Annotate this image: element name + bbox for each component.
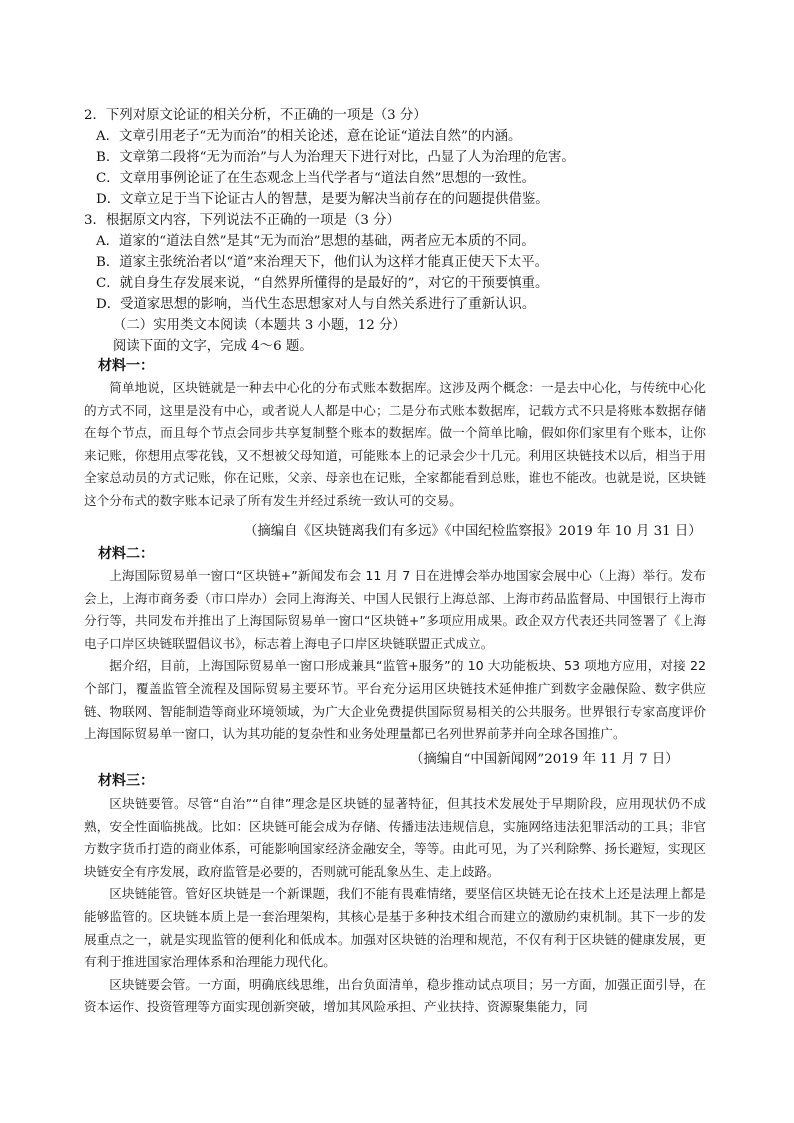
material-1-source: （摘编自《区块链离我们有多远》《中国纪检监察报》2019 年 10 月 31 日）	[244, 524, 702, 539]
question-2-option-a: A．文章引用老子“无为而治”的相关论述，意在论证“道法自然”的内涵。	[96, 129, 522, 144]
section-title: （二）实用类文本阅读（本题共 3 小题，12 分）	[113, 318, 406, 333]
material-2-paragraph: 上海国际贸易单一窗口“区块链+”新闻发布会 11 月 7 日在进博会举办地国家会展中心（上海）举行。发布会上，上海市商务委（市口岸办）会同上海海关、中国人民银行上海总部、上海市药品监督局、中国银行上海市分行等，共同发布并推出了上海国际贸易单一窗口“区块链+”多项应用成果。政企双方代表还共同签署了《上海电子口岸区块链联盟倡议书》，标志着上海电子口岸区块链联盟正式成立。	[84, 568, 706, 651]
question-2-stem: 2．下列对原文论证的相关分析，不正确的一项是（3 分）	[84, 108, 427, 123]
material-2-source: （摘编自“中国新闻网”2019 年 11 月 7 日）	[410, 752, 679, 767]
question-3-stem: 3．根据原文内容，下列说法不正确的一项是（3 分）	[84, 213, 400, 228]
material-3-body	[84, 793, 706, 1019]
question-3-option-a: A．道家的“道法自然”是其“无为而治”思想的基础，两者应无本质的不同。	[96, 234, 535, 249]
material-3-paragraph: 区块链要管。尽管“自治”“自律”理念是区块链的显著特征，但其技术发展处于早期阶段，应用现状仍不成熟，安全性面临挑战。比如：区块链可能会成为存储、传播违法违规信息，实施网络违法犯罪活动的工具；非官方数字货币打造的商业体系，可能影响国家经济金融安全，等等。由此可见，为了兴利除弊、扬长避短，实现区块链安全有序发展，政府监管是必要的，否则就可能乱象丛生、走上歧路。	[84, 796, 706, 879]
question-2-option-c: C．文章用事例论证了在生态观念上当代学者与“道法自然”思想的一致性。	[96, 171, 536, 186]
question-3-option-d: D．受道家思想的影响，当代生态思想家对人与自然关系进行了重新认识。	[96, 297, 536, 312]
material-2-paragraph: 据介绍，目前，上海国际贸易单一窗口形成兼具“监管+服务”的 10 大功能板块、53 项地方应用，对接 22 个部门，覆盖监管全流程及国际贸易主要环节。平台充分运用区块链技术延伸推广到数字金融保险、数字供应链、物联网、智能制造等商业环境领域，为广大企业免费提供国际贸易相关的公共服务。世界银行专家高度评价上海国际贸易单一窗口，认为其功能的复杂性和业务处理量都已名列世界前茅并向全球各国推广。	[84, 658, 706, 742]
material-1-paragraph: 简单地说，区块链就是一种去中心化的分布式账本数据库。这涉及两个概念：一是去中心化，与传统中心化的方式不同，这里是没有中心，或者说人人都是中心；二是分布式账本数据库，记载方式不只是将账本数据存储在每个节点，而且每个节点会同步共享复制整个账本的数据库。做一个简单比喻，假如你们家里有个账本，让你来记账，你想用点零花钱，又不想被父母知道，可能账本上的记录会少十几元。利用区块链技术以后，相当于用全家总动员的方式记账，你在记账，父亲、母亲也在记账，全家都能看到总账，谁也不能改。也就是说，区块链这个分布式的数字账本记录了所有发生并经过系统一致认可的交易。	[84, 380, 706, 508]
section-instruction: 阅读下面的文字，完成 4～6 题。	[113, 339, 313, 354]
material-2-body	[84, 565, 706, 746]
material-3-heading: 材料三：	[98, 773, 154, 789]
material-1-heading: 材料一：	[98, 358, 154, 374]
material-1-body	[84, 377, 706, 513]
material-3-paragraph: 区块链能管。管好区块链是一个新课题，我们不能有畏难情绪，要坚信区块链无论在技术上还是法理上都是能够监管的。区块链本质上是一套治理架构，其核心是基于多种技术组合而建立的激励约束机制。其下一步的发展重点之一，就是实现监管的便利化和低成本。加强对区块链的治理和规范，不仅有利于区块链的健康发展，更有利于推进国家治理体系和治理能力现代化。	[84, 886, 706, 970]
material-3-paragraph: 区块链要会管。一方面，明确底线思维，出台负面清单，稳步推动试点项目；另一方面，加强正面引导，在资本运作、投资管理等方面实现创新突破，增加其风险承担、产业扶持、资源聚集能力，同	[84, 976, 706, 1015]
question-2-option-b: B．文章第二段将“无为而治”与人为治理天下进行对比，凸显了人为治理的危害。	[96, 150, 575, 165]
question-2-option-d: D．文章立足于当下论证古人的智慧，是要为解决当前存在的问题提供借鉴。	[96, 192, 549, 207]
question-3-option-c: C．就自身生存发展来说，“自然界所懂得的是最好的”，对它的干预要慎重。	[96, 276, 549, 291]
material-2-heading: 材料二：	[98, 546, 154, 562]
question-3-option-b: B．道家主张统治者以“道”来治理天下，他们认为这样才能真正使天下太平。	[96, 255, 549, 270]
